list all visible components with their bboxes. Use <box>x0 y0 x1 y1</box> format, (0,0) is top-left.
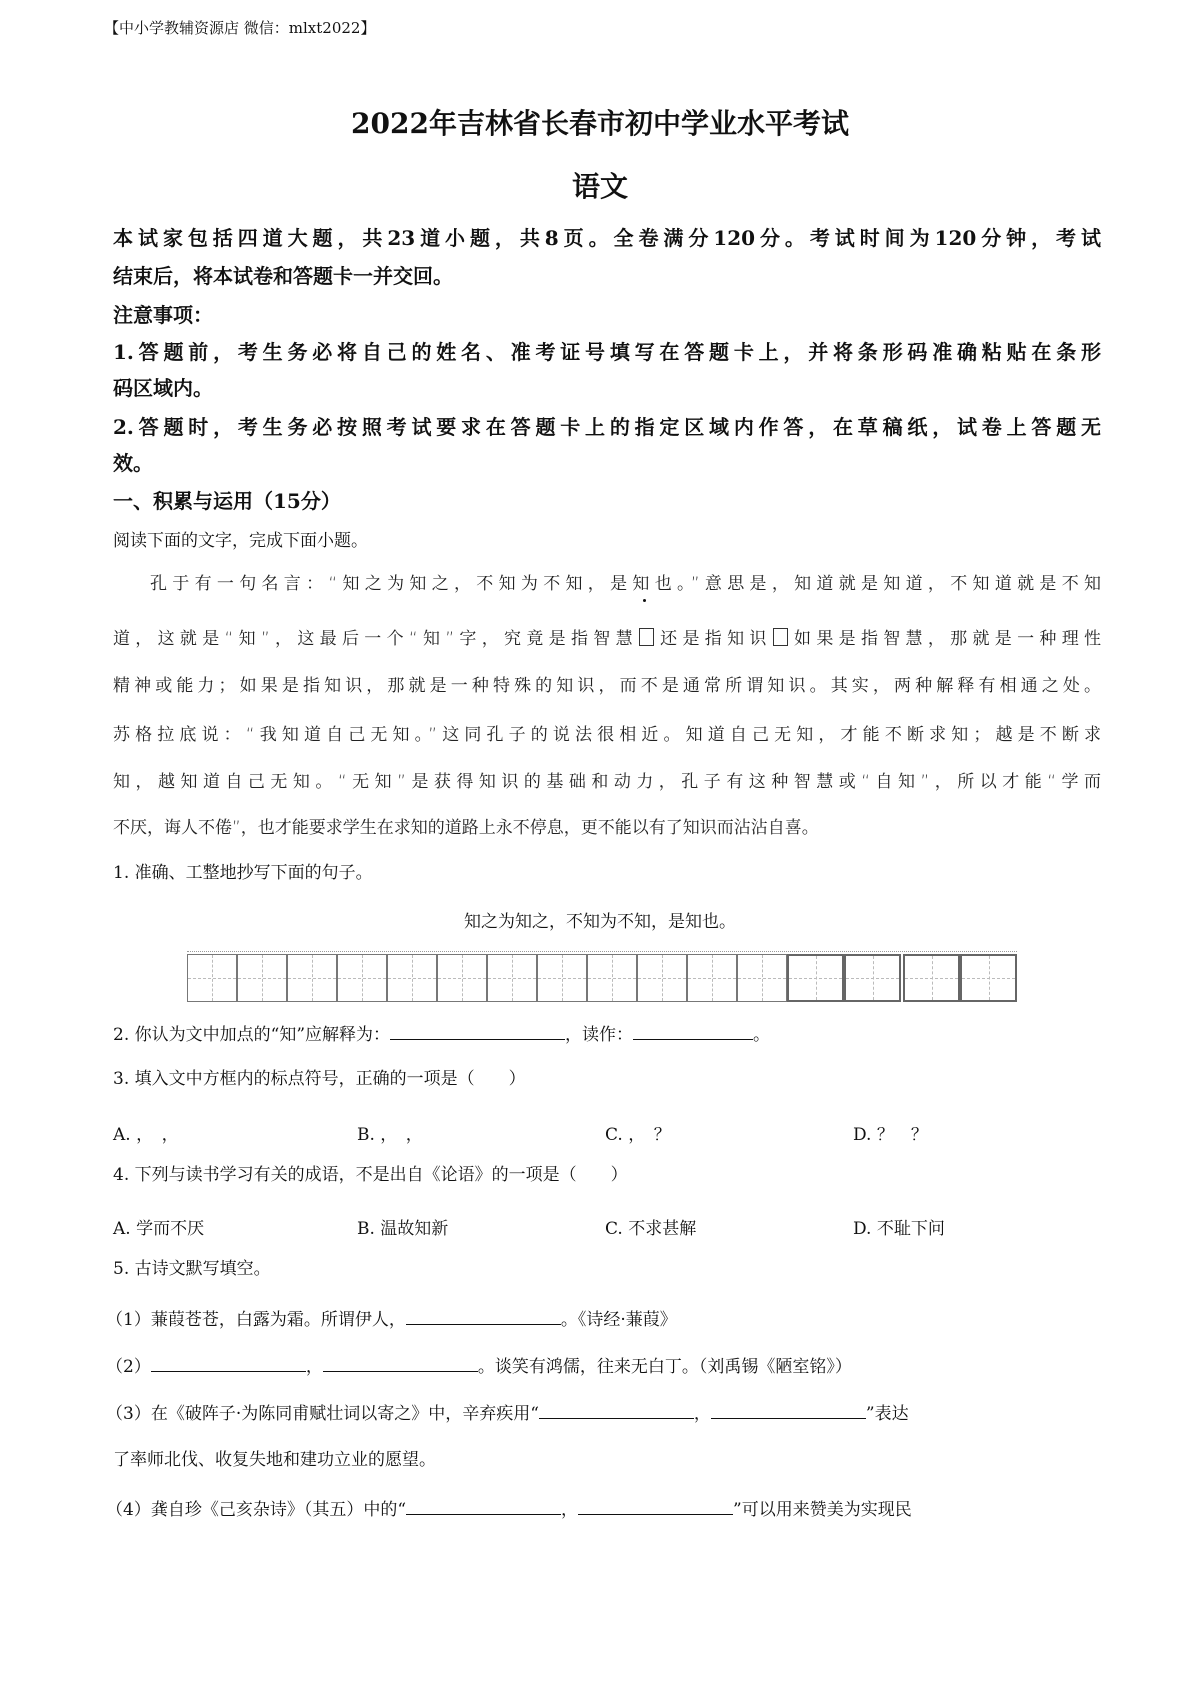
grid-cell[interactable] <box>237 954 287 1002</box>
answer-blank[interactable] <box>406 1310 561 1325</box>
question-1: 1. 准确、工整地抄写下面的句子。 <box>113 863 373 883</box>
answer-blank[interactable] <box>390 1025 565 1040</box>
writing-grid[interactable] <box>187 951 1017 1004</box>
grid-cell[interactable] <box>637 954 687 1002</box>
q5-text: （1）蒹葭苍苍，白露为霜。所谓伊人， <box>106 1310 406 1330</box>
q5-item-2 <box>106 1357 852 1376</box>
q4-option-d[interactable]: D. 不耻下问 <box>853 1219 945 1239</box>
q5-text: （4）龚自珍《己亥杂诗》（其五）中的“ <box>106 1500 407 1520</box>
passage-line <box>150 576 1101 593</box>
q5-text: ”可以用来赞美为实现民 <box>733 1500 912 1520</box>
q5-text: ， <box>305 1357 323 1377</box>
q5-item-3 <box>106 1404 909 1423</box>
grid-cell[interactable] <box>587 954 637 1002</box>
q2-text: ，读作： <box>565 1025 634 1045</box>
notice-item: 2.答题时，考生务必按照考试要求在答题卡上的指定区域内作答，在草稿纸，试卷上答题无 <box>113 415 1101 439</box>
q5-text: 。《诗经·蒹葭》 <box>560 1310 677 1330</box>
answer-blank[interactable] <box>633 1025 753 1040</box>
exam-title: 2022年吉林省长春市初中学业水平考试 <box>351 107 849 140</box>
passage-text: 孔于有一句名言：“知之为知之，不知为不知，是 <box>150 574 633 594</box>
punctuation-box <box>773 628 788 646</box>
passage-text: 也。”意思是，知道就是知道，不知道就是不知 <box>654 574 1102 594</box>
answer-blank[interactable] <box>539 1404 694 1419</box>
answer-blank[interactable] <box>578 1500 733 1515</box>
passage-line: 苏格拉底说：“我知道自己无知。”这同孔子的说法很相近。知道自己无知，才能不断求知；越是不断求 <box>113 725 1101 745</box>
q5-item-1 <box>106 1310 677 1329</box>
reading-prompt: 阅读下面的文字，完成下面小题。 <box>113 531 368 551</box>
q3-option-a[interactable]: A. ， ， <box>113 1125 179 1145</box>
q5-item-4 <box>106 1500 912 1519</box>
passage-line: 精神或能力；如果是指知识，那就是一种特殊的知识，而不是通常所谓知识。其实，两种解释有相通之处。 <box>113 676 1101 696</box>
grid-cell[interactable] <box>387 954 437 1002</box>
emphasis-dot-char: 知 <box>632 574 655 594</box>
grid-cell[interactable] <box>960 954 1017 1002</box>
notice-item: 效。 <box>113 451 153 475</box>
q5-text: 。谈笑有鸿儒，往来无白丁。（刘禹锡《陋室铭》） <box>477 1357 852 1377</box>
passage-line: 不厌，诲人不倦”，也才能要求学生在求知的道路上永不停息，更不能以有了知识而沾沾自喜。 <box>113 818 819 838</box>
question-2 <box>113 1025 770 1044</box>
q3-option-c[interactable]: C. ， ？ <box>605 1125 671 1145</box>
q5-text: ”表达 <box>865 1404 909 1424</box>
punctuation-box <box>639 628 654 646</box>
q5-text: ， <box>561 1500 579 1520</box>
q4-option-b[interactable]: B. 温故知新 <box>357 1219 449 1239</box>
answer-blank[interactable] <box>711 1404 866 1419</box>
question-3: 3. 填入文中方框内的标点符号，正确的一项是（ ） <box>113 1069 526 1089</box>
grid-cell[interactable] <box>787 954 844 1002</box>
q5-text: ， <box>693 1404 711 1424</box>
notice-title: 注意事项： <box>113 303 213 327</box>
passage-line: 知，越知道自己无知。“无知”是获得知识的基础和动力，孔子有这种智慧或“自知”，所以才能“学而 <box>113 772 1101 792</box>
grid-cell[interactable] <box>537 954 587 1002</box>
grid-cell[interactable] <box>687 954 737 1002</box>
q3-option-b[interactable]: B. ， ， <box>357 1125 423 1145</box>
q5-text: （3）在《破阵子·为陈同甫赋壮词以寄之》中，辛弃疾用“ <box>106 1404 539 1424</box>
q2-text: 2. 你认为文中加点的“知”应解释为： <box>113 1025 391 1045</box>
answer-blank[interactable] <box>323 1357 478 1372</box>
question-5: 5. 古诗文默写填空。 <box>113 1259 271 1279</box>
watermark-header: 【中小学教辅资源店 微信：mlxt2022】 <box>104 19 376 37</box>
grid-cell[interactable] <box>187 954 237 1002</box>
q2-text: 。 <box>753 1025 771 1045</box>
passage-text: 还是指知识 <box>654 629 772 649</box>
grid-cell[interactable] <box>437 954 487 1002</box>
copy-sentence: 知之为知之，不知为不知，是知也。 <box>464 912 736 932</box>
grid-cell[interactable] <box>487 954 537 1002</box>
answer-blank[interactable] <box>151 1357 306 1372</box>
notice-item: 1.答题前，考生务必将自己的姓名、准考证号填写在答题卡上，并将条形码准确粘贴在条形 <box>113 340 1101 364</box>
grid-cell[interactable] <box>844 954 901 1002</box>
notice-item: 码区域内。 <box>113 376 213 400</box>
grid-cell[interactable] <box>337 954 387 1002</box>
intro-line: 结束后，将本试卷和答题卡一并交回。 <box>113 264 453 288</box>
passage-text: 如果是指智慧，那就是一种理性 <box>788 629 1102 649</box>
grid-cell[interactable] <box>287 954 337 1002</box>
q4-option-a[interactable]: A. 学而不厌 <box>113 1219 205 1239</box>
q5-item-3-cont: 了率师北伐、收复失地和建功立业的愿望。 <box>113 1450 436 1470</box>
grid-cell[interactable] <box>903 954 960 1002</box>
intro-line: 本试家包括四道大题，共23道小题，共8页。全卷满分120分。考试时间为120分钟，考试 <box>113 226 1101 250</box>
answer-blank[interactable] <box>406 1500 561 1515</box>
section-heading: 一、积累与运用（15分） <box>113 489 341 513</box>
passage-line <box>113 628 1101 648</box>
q4-option-c[interactable]: C. 不求甚解 <box>605 1219 697 1239</box>
question-4: 4. 下列与读书学习有关的成语，不是出自《论语》的一项是（ ） <box>113 1165 628 1185</box>
grid-cell[interactable] <box>737 954 787 1002</box>
subject-title: 语文 <box>571 170 628 203</box>
q3-option-d[interactable]: D. ？ ？ <box>853 1125 928 1145</box>
q5-text: （2） <box>106 1357 151 1377</box>
passage-text: 道，这就是“知”，这最后一个“知”字，究竟是指智慧 <box>113 629 638 649</box>
